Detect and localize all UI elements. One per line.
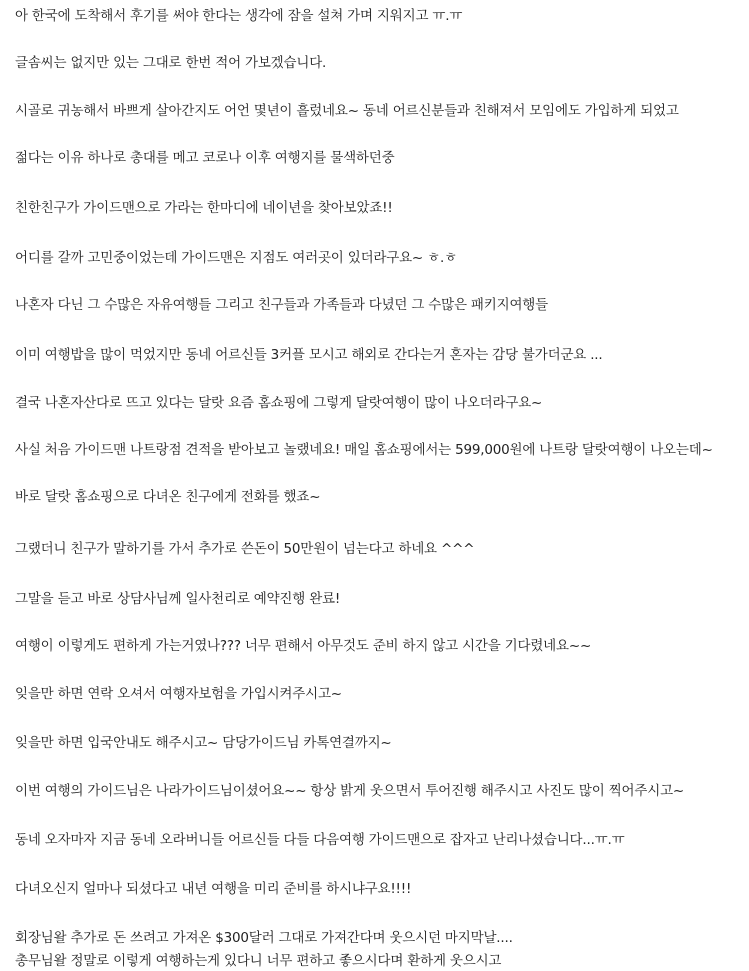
text-line: 젊다는 이유 하나로 총대를 메고 코로나 이후 여행지를 물색하던중 [15, 150, 395, 166]
text-line: 친한친구가 가이드맨으로 가라는 한마디에 네이년을 찾아보았죠!! [15, 200, 393, 216]
text-line: 글솜씨는 없지만 있는 그대로 한번 적어 가보겠습니다. [15, 55, 327, 71]
text-line: 사실 처음 가이드맨 나트랑점 견적을 받아보고 놀랬네요! 매일 홈쇼핑에서는 599,000원에 나트랑 달랏여행이 나오는데~ [15, 442, 713, 458]
text-line: 다녀오신지 얼마나 되셨다고 내년 여행을 미리 준비를 하시냐구요!!!! [15, 881, 412, 897]
text-line: 바로 달랏 홈쇼핑으로 다녀온 친구에게 전화를 했죠~ [15, 489, 321, 505]
text-line: 잊을만 하면 연락 오셔서 여행자보험을 가입시켜주시고~ [15, 686, 342, 702]
text-line: 이미 여행밥을 많이 먹었지만 동네 어르신들 3커플 모시고 해외로 간다는거 혼자는 감당 불가더군요 ... [15, 347, 603, 363]
text-line: 나혼자 다닌 그 수많은 자유여행들 그리고 친구들과 가족들과 다녔던 그 수많은 패키지여행들 [15, 297, 548, 313]
text-line: 어디를 갈까 고민중이었는데 가이드맨은 지점도 여러곳이 있더라구요~ ㅎ.ㅎ [15, 250, 457, 266]
text-line: 회장님왈 추가로 돈 쓰려고 가져온 $300달러 그대로 가져간다며 웃으시던 마지막날.... [15, 930, 513, 946]
text-line: 아 한국에 도착해서 후기를 써야 한다는 생각에 잠을 설쳐 가며 지워지고 ㅠ.ㅠ [15, 8, 463, 24]
text-line: 잊을만 하면 입국안내도 해주시고~ 담당가이드님 카톡연결까지~ [15, 735, 392, 751]
text-line: 결국 나혼자산다로 뜨고 있다는 달랏 요즘 홈쇼핑에 그렇게 달랏여행이 많이 나오더라구요~ [15, 395, 543, 411]
text-line: 동네 오자마자 지금 동네 오라버니들 어르신들 다들 다음여행 가이드맨으로 잡자고 난리나셨습니다...ㅠ.ㅠ [15, 832, 625, 848]
text-line: 시골로 귀농해서 바쁘게 살아간지도 어언 몇년이 흘렀네요~ 동네 어르신분들과 친해져서 모임에도 가입하게 되었고 [15, 103, 679, 119]
text-line: 총무님왈 정말로 이렇게 여행하는게 있다니 너무 편하고 좋으시다며 환하게 웃으시고 [15, 953, 502, 969]
text-line: 그말을 듣고 바로 상담사님께 일사천리로 예약진행 완료! [15, 591, 341, 607]
text-line: 그랬더니 친구가 말하기를 가서 추가로 쓴돈이 50만원이 넘는다고 하네요 ^^^ [15, 541, 475, 557]
text-line: 이번 여행의 가이드님은 나라가이드님이셨어요~~ 항상 밝게 웃으면서 투어진행 해주시고 사진도 많이 찍어주시고~ [15, 783, 685, 799]
text-line: 여행이 이렇게도 편하게 가는거였나??? 너무 편해서 아무것도 준비 하지 않고 시간을 기다렸네요~~ [15, 638, 592, 654]
